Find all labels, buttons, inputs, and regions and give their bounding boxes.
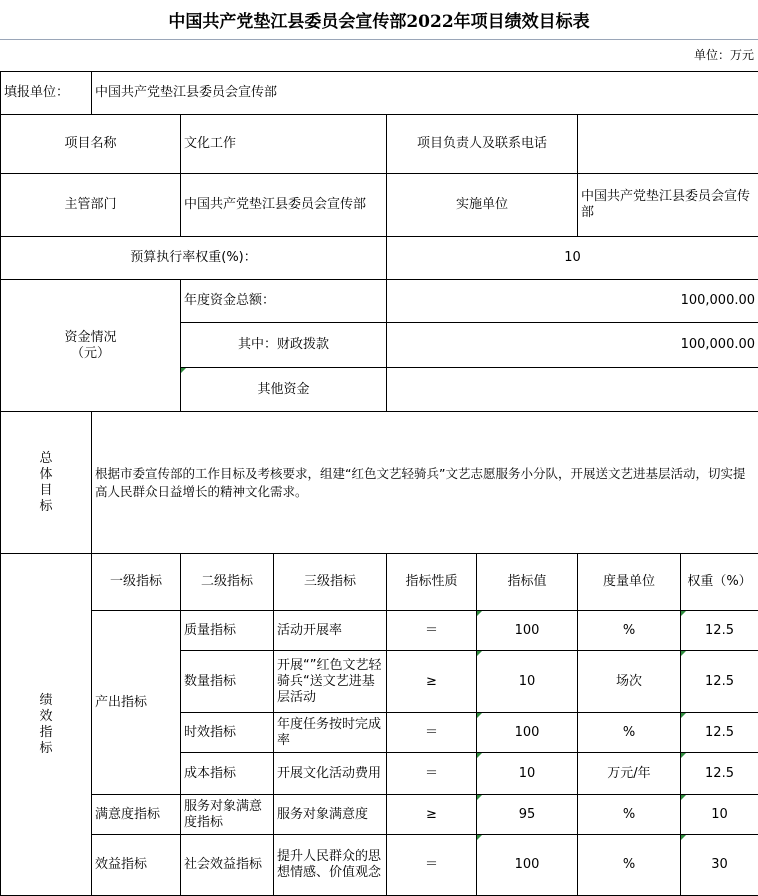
row-unit: % (578, 835, 681, 896)
row-unit: % (578, 611, 681, 651)
row-level2: 成本指标 (181, 753, 274, 795)
funds-total-label: 年度资金总额： (181, 280, 387, 323)
overall-goal-label (1, 412, 92, 554)
overall-goal-label-text: 总体目标 (39, 450, 53, 514)
row-weight: 12.5 (681, 713, 758, 753)
overall-goal-text: 根据市委宣传部的工作目标及考核要求，组建“红色文艺轻骑兵”文艺志愿服务小分队，开展送文艺进基层活动，切实提高人民群众日益增长的精神文化需求。 (92, 412, 758, 554)
budget-weight-label: 预算执行率权重(%)： (1, 237, 387, 280)
row-value: 100 (477, 713, 578, 753)
implementing-unit-value: 中国共产党垫江县委员会宣传部 (578, 174, 758, 237)
row-weight: 30 (681, 835, 758, 896)
row-weight: 12.5 (681, 611, 758, 651)
row-weight: 10 (681, 795, 758, 835)
row-unit: % (578, 713, 681, 753)
funds-total-value: 100,000.00 (387, 280, 758, 323)
header-level2: 二级指标 (181, 554, 274, 611)
row-nature: ≥ (387, 795, 477, 835)
row-value: 95 (477, 795, 578, 835)
project-name-label: 项目名称 (1, 115, 181, 174)
row-level3: 开展“”红色文艺轻骑兵“送文艺进基层活动 (274, 651, 387, 713)
funds-fiscal-value: 100,000.00 (387, 323, 758, 368)
level1-satisfaction: 满意度指标 (92, 795, 181, 835)
row-level2: 服务对象满意度指标 (181, 795, 274, 835)
supervising-dept-label: 主管部门 (1, 174, 181, 237)
implementing-unit-label: 实施单位 (387, 174, 578, 237)
row-unit: 万元/年 (578, 753, 681, 795)
header-value: 指标值 (477, 554, 578, 611)
row-nature: ＝ (387, 611, 477, 651)
row-level3: 活动开展率 (274, 611, 387, 651)
row-level2: 质量指标 (181, 611, 274, 651)
row-level2: 社会效益指标 (181, 835, 274, 896)
row-nature: ＝ (387, 753, 477, 795)
project-name-value: 文化工作 (181, 115, 387, 174)
row-level2: 数量指标 (181, 651, 274, 713)
indicators-label (1, 554, 92, 896)
reporting-unit-label: 填报单位： (1, 72, 92, 115)
funds-label (1, 280, 181, 412)
header-nature: 指标性质 (387, 554, 477, 611)
row-nature: ＝ (387, 713, 477, 753)
row-value: 100 (477, 611, 578, 651)
row-nature: ＝ (387, 835, 477, 896)
project-contact-label: 项目负责人及联系电话 (387, 115, 578, 174)
supervising-dept-value: 中国共产党垫江县委员会宣传部 (181, 174, 387, 237)
row-unit: 场次 (578, 651, 681, 713)
level1-output: 产出指标 (92, 611, 181, 795)
level1-benefit: 效益指标 (92, 835, 181, 896)
row-level3: 年度任务按时完成率 (274, 713, 387, 753)
project-contact-value (578, 115, 758, 174)
header-level1: 一级指标 (92, 554, 181, 611)
funds-label-text: 资金情况（元） (64, 329, 117, 361)
target-table (0, 71, 758, 896)
row-value: 10 (477, 651, 578, 713)
header-weight: 权重（%） (681, 554, 758, 611)
row-nature: ≥ (387, 651, 477, 713)
row-unit: % (578, 795, 681, 835)
unit-label: 单位：万元 (693, 48, 754, 62)
reporting-unit-value: 中国共产党垫江县委员会宣传部 (92, 72, 758, 115)
funds-fiscal-label: 其中：财政拨款 (181, 323, 387, 368)
budget-weight-value: 10 (387, 237, 758, 280)
row-value: 10 (477, 753, 578, 795)
row-level3: 服务对象满意度 (274, 795, 387, 835)
indicators-label-text: 绩效指标 (39, 692, 53, 756)
header-level3: 三级指标 (274, 554, 387, 611)
funds-other-value (387, 368, 758, 412)
row-level3: 开展文化活动费用 (274, 753, 387, 795)
row-weight: 12.5 (681, 651, 758, 713)
row-level2: 时效指标 (181, 713, 274, 753)
funds-other-label: 其他资金 (181, 368, 387, 412)
row-level3: 提升人民群众的思想情感、价值观念 (274, 835, 387, 896)
row-weight: 12.5 (681, 753, 758, 795)
row-value: 100 (477, 835, 578, 896)
sheet-title: 中国共产党垫江县委员会宣传部2022年项目绩效目标表 (0, 0, 758, 40)
header-unit: 度量单位 (578, 554, 681, 611)
